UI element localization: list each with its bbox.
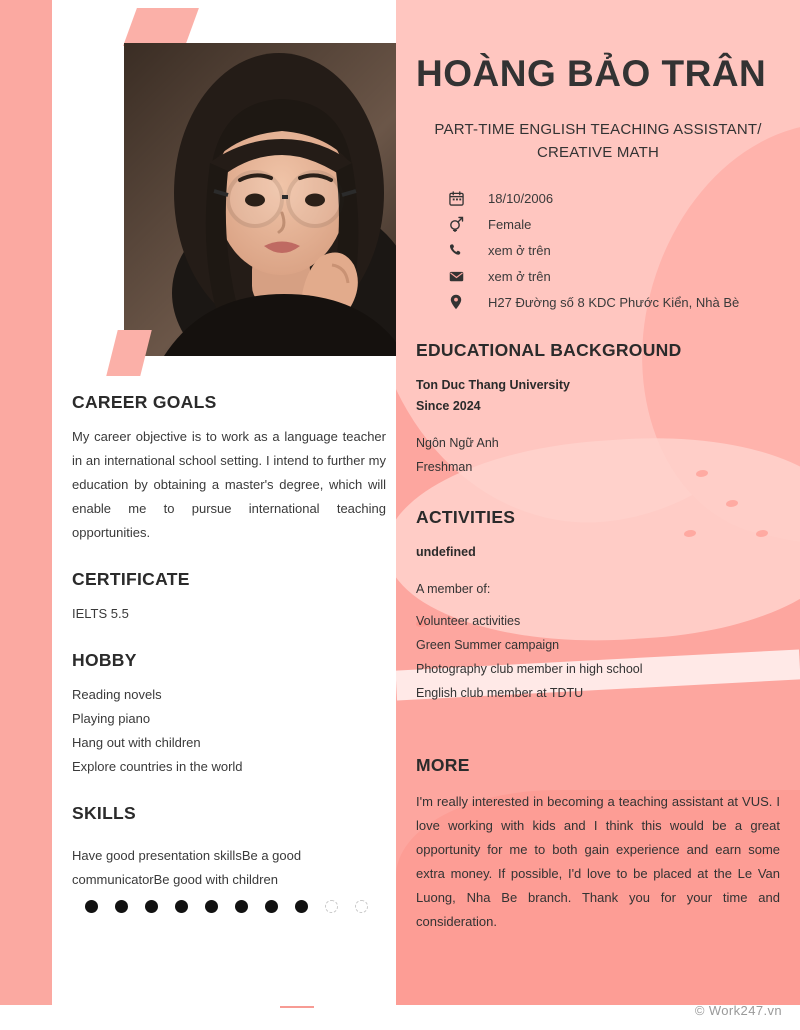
section-more [416, 755, 780, 934]
activities-item: English club member at TDTU [416, 686, 584, 700]
education-title: EDUCATIONAL BACKGROUND [416, 340, 682, 360]
section-skills [72, 803, 386, 913]
certificate-title: CERTIFICATE [72, 569, 190, 589]
more-text: I'm really interested in becoming a teaching assistant at VUS. I love working with kids and I think this would be a great opportunity for me to both gain experience and earn some extra money. If possible, I'd love to be placed at the Le Van Luong, Nha Be branch. Thank you for your time and consideration. [416, 794, 780, 929]
skills-rating [72, 900, 386, 913]
hobby-item: Reading novels [72, 687, 162, 702]
hobby-item: Hang out with children [72, 735, 201, 750]
skills-rating-dot [145, 900, 158, 913]
skills-rating-dot [175, 900, 188, 913]
section-hobby [72, 650, 386, 779]
left-accent-stripe [0, 0, 52, 1005]
decorative-shape-top-left [123, 8, 199, 46]
contact-row-email [416, 264, 780, 288]
right-content [416, 0, 780, 934]
footer-divider [280, 1006, 314, 1008]
skills-rating-dot-empty [325, 900, 338, 913]
skills-rating-dot [85, 900, 98, 913]
contact-row-gender [416, 212, 780, 236]
page-title: HOÀNG BẢO TRÂN [416, 53, 767, 94]
contact-row-address [416, 290, 780, 314]
education-school: Ton Duc Thang University [416, 378, 570, 392]
skills-rating-dot [295, 900, 308, 913]
skills-rating-dot [235, 900, 248, 913]
activities-subtitle: undefined [416, 545, 476, 559]
hobby-title: HOBBY [72, 650, 137, 670]
skills-rating-dot [265, 900, 278, 913]
contact-phone: xem ở trên [488, 242, 551, 258]
career-goals-title: CAREER GOALS [72, 392, 217, 412]
activities-item: Photography club member in high school [416, 662, 643, 676]
contact-row-phone [416, 238, 780, 262]
section-education [416, 340, 780, 479]
education-since: Since 2024 [416, 399, 481, 413]
activities-title: ACTIVITIES [416, 507, 516, 527]
contact-gender: Female [488, 216, 532, 232]
email-icon [442, 269, 470, 284]
profile-photo [124, 43, 436, 356]
location-icon [442, 294, 470, 310]
skills-rating-dot [115, 900, 128, 913]
section-certificate [72, 569, 386, 626]
contact-row-birthdate [416, 186, 780, 210]
gender-icon [442, 216, 470, 232]
decorative-shape-bottom-left [106, 330, 151, 376]
section-career-goals [72, 392, 386, 545]
job-title: PART-TIME ENGLISH TEACHING ASSISTANT/ CREATIVE MATH [434, 121, 762, 161]
contact-address: H27 Đường số 8 KDC Phước Kiển, Nhà Bè [488, 294, 740, 310]
left-content [72, 392, 386, 913]
hobby-item: Explore countries in the world [72, 759, 243, 774]
more-title: MORE [416, 755, 470, 775]
activities-item: Green Summer campaign [416, 638, 560, 652]
hobby-item: Playing piano [72, 711, 151, 726]
profile-photo-image [124, 43, 436, 356]
phone-icon [442, 243, 470, 258]
activities-intro: A member of: [416, 582, 491, 596]
contact-birthdate: 18/10/2006 [488, 190, 554, 206]
footer-credit: © Work247.vn [694, 1003, 782, 1018]
contact-list [416, 186, 780, 314]
calendar-icon [442, 191, 470, 206]
contact-email: xem ở trên [488, 268, 551, 284]
skills-rating-dot-empty [355, 900, 368, 913]
education-level: Freshman [416, 460, 473, 474]
section-activities [416, 507, 780, 705]
education-major: Ngôn Ngữ Anh [416, 436, 499, 450]
skills-text: Have good presentation skillsBe a good communicatorBe good with children [72, 848, 302, 887]
skills-rating-dot [205, 900, 218, 913]
skills-title: SKILLS [72, 803, 137, 823]
career-goals-text: My career objective is to work as a language teacher in an international school setting. I intend to further my education by obtaining a master's degree, which will enable me to pursue international teaching opportunities. [72, 429, 386, 540]
activities-item: Volunteer activities [416, 614, 521, 628]
certificate-item: IELTS 5.5 [72, 606, 129, 621]
